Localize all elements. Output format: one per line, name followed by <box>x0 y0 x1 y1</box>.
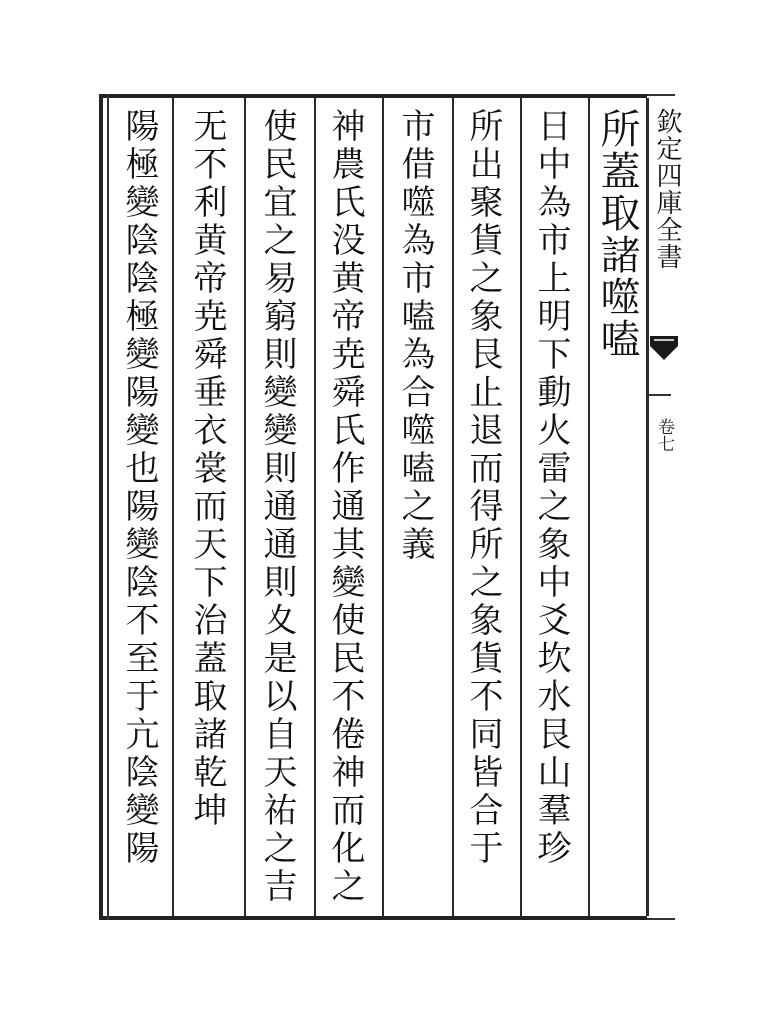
column-rule <box>172 98 174 916</box>
text-column-7: 无不利黄帝尭舜垂衣裳而天下治蓋取諸乾坤 <box>187 108 227 830</box>
text-column-5: 神農氏没黄帝尭舜氏作通其變使民不倦神而化之 <box>325 108 365 906</box>
column-rule <box>314 98 316 916</box>
text-column-4: 市借噬為市嗑為合噬嗑之義 <box>395 108 435 564</box>
text-column-1: 所蓋取諸噬嗑 <box>594 108 640 360</box>
volume-label: 卷七 <box>654 418 674 452</box>
text-column-3: 所出聚貨之象艮止退而得所之象貨不同皆合于 <box>463 108 503 868</box>
column-rule <box>588 98 590 916</box>
column-rule <box>244 98 246 916</box>
column-rule <box>452 98 454 916</box>
fish-tail-mark-icon <box>650 336 678 360</box>
book-title: 欽定四庫全書 <box>652 108 682 270</box>
page-border-inner-line <box>107 94 109 920</box>
column-rule <box>382 98 384 916</box>
column-rule <box>520 98 522 916</box>
text-column-6: 使民宜之易窮則變變則通通則夊是以自天祐之吉 <box>257 108 297 906</box>
text-column-8: 陽極變陰陰極變陽變也陽變陰不至于亢陰變陽 <box>119 108 159 868</box>
text-column-2: 日中為市上明下動火雷之象中爻坎水艮山羣珍 <box>531 108 571 868</box>
